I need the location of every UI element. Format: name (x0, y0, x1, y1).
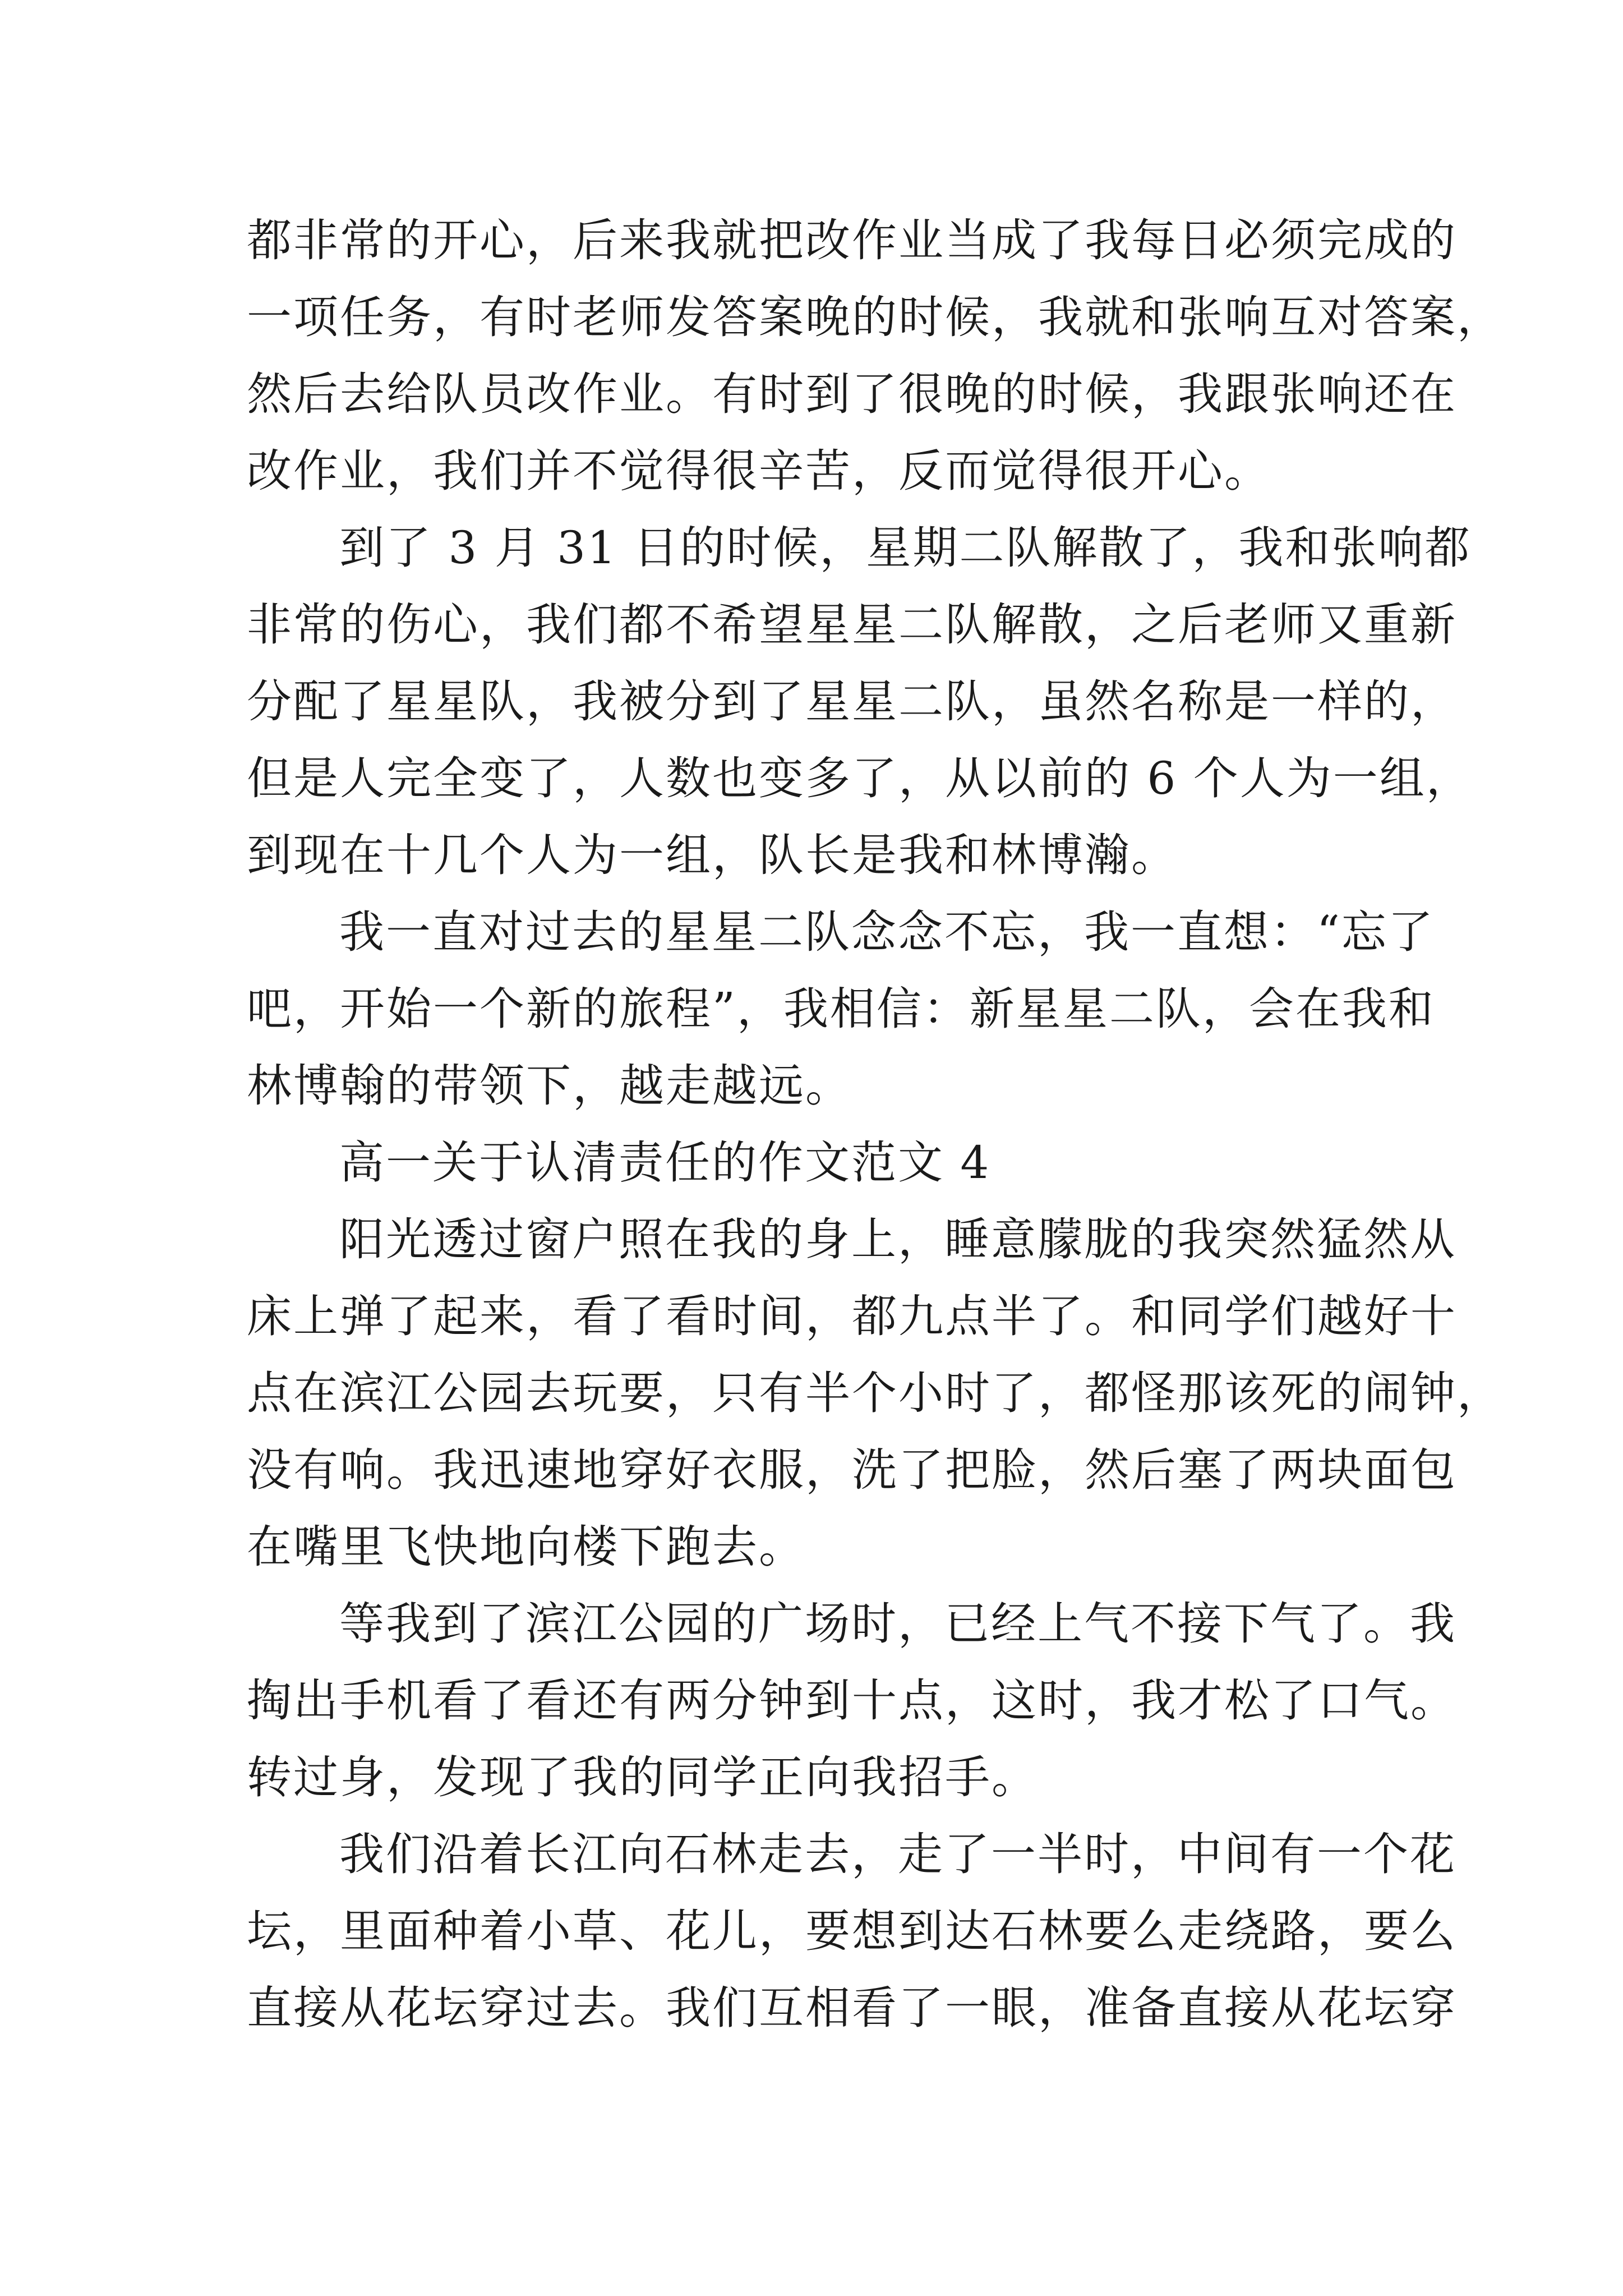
text-line: 林博翰的带领下，越走越远。 (247, 1060, 852, 1112)
text-line: 没有响。我迅速地穿好衣服，洗了把脸，然后塞了两块面包 (247, 1444, 1457, 1496)
text-line: 在嘴里飞快地向楼下跑去。 (247, 1521, 805, 1573)
text-line: 点在滨江公园去玩要，只有半个小时了，都怪那该死的闹钟， (247, 1367, 1504, 1419)
text-line: 掏出手机看了看还有两分钟到十点，这时，我才松了口气。 (247, 1674, 1457, 1727)
text-line: 改作业，我们并不觉得很辛苦，反而觉得很开心。 (247, 445, 1271, 497)
text-line: 吧，开始一个新的旅程”，我相信：新星星二队，会在我和 (247, 983, 1435, 1035)
text-line: 分配了星星队，我被分到了星星二队，虽然名称是一样的， (247, 675, 1457, 728)
text-line: 到现在十几个人为一组，队长是我和林博瀚。 (247, 829, 1178, 881)
section-heading: 高一关于认清责任的作文范文 4 (339, 1137, 991, 1189)
text-line: 阳光透过窗户照在我的身上，睡意朦胧的我突然猛然从 (339, 1213, 1456, 1266)
text-line: 转过身，发现了我的同学正向我招手。 (247, 1751, 1038, 1803)
text-line: 等我到了滨江公园的广场时，已经上气不接下气了。我 (339, 1598, 1456, 1650)
text-line: 非常的伤心，我们都不希望星星二队解散，之后老师又重新 (247, 599, 1457, 651)
text-line: 到了 3 月 31 日的时候，星期二队解散了，我和张响都 (339, 522, 1472, 574)
text-line: 床上弹了起来，看了看时间，都九点半了。和同学们越好十 (247, 1290, 1457, 1342)
text-line: 我们沿着长江向石林走去，走了一半时，中间有一个花 (339, 1828, 1456, 1880)
text-line: 直接从花坛穿过去。我们互相看了一眼，准备直接从花坛穿 (247, 1982, 1457, 2034)
text-line: 都非常的开心，后来我就把改作业当成了我每日必须完成的 (247, 214, 1457, 266)
text-line: 一项任务，有时老师发答案晚的时候，我就和张响互对答案， (247, 291, 1504, 343)
document-body (247, 202, 1504, 2046)
text-line: 但是人完全变了，人数也变多了，从以前的 6 个人为一组， (247, 752, 1473, 804)
text-line: 坛，里面种着小草、花儿，要想到达石林要么走绕路，要么 (247, 1905, 1457, 1957)
text-line: 然后去给队员改作业。有时到了很晚的时候，我跟张响还在 (247, 368, 1457, 420)
text-line: 我一直对过去的星星二队念念不忘，我一直想：“忘了 (339, 906, 1435, 958)
